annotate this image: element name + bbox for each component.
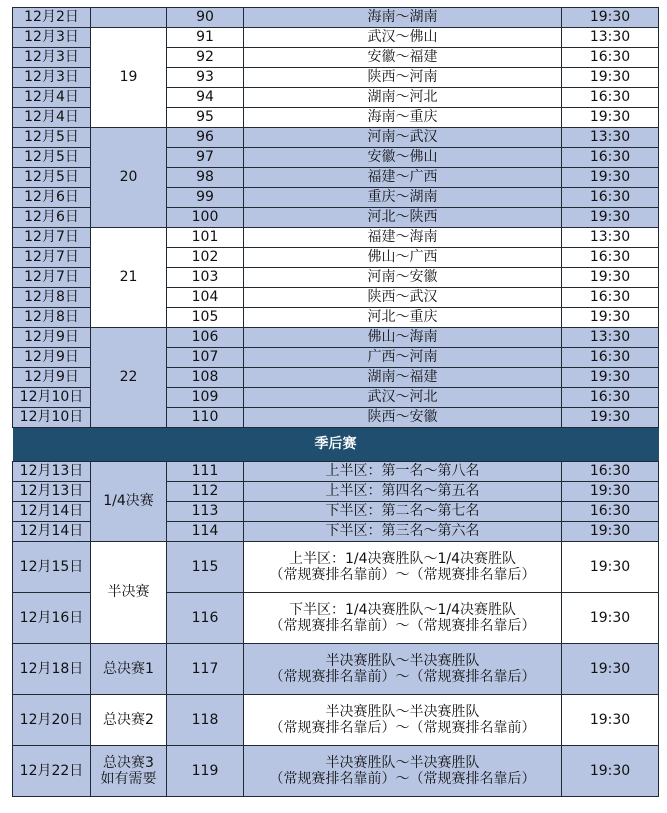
round-cell: 半决赛 <box>91 542 167 644</box>
date-cell: 12月4日 <box>13 108 91 128</box>
round-cell: 1/4决赛 <box>91 462 167 542</box>
round-cell: 20 <box>91 128 167 228</box>
teams-line-2: （常规赛排名靠后）～（常规赛排名靠前） <box>269 720 536 736</box>
match-no-cell: 108 <box>167 368 244 388</box>
time-cell: 16:30 <box>562 88 659 108</box>
date-cell: 12月6日 <box>13 188 91 208</box>
date-cell: 12月15日 <box>13 542 91 593</box>
date-cell: 12月13日 <box>13 462 91 482</box>
teams-cell <box>244 644 562 695</box>
teams-line-1: 半决赛胜队～半决赛胜队 <box>325 703 480 720</box>
date-cell: 12月10日 <box>13 408 91 428</box>
time-cell: 16:30 <box>562 348 659 368</box>
time-cell: 16:30 <box>562 462 659 482</box>
time-cell: 13:30 <box>562 228 659 248</box>
teams-cell: 陕西～武汉 <box>244 288 562 308</box>
match-no-cell: 114 <box>167 522 244 542</box>
time-cell: 13:30 <box>562 28 659 48</box>
table-row <box>13 228 659 248</box>
teams-cell: 上半区：第四名～第五名 <box>244 482 562 502</box>
date-cell: 12月9日 <box>13 348 91 368</box>
match-no-cell: 96 <box>167 128 244 148</box>
date-cell: 12月18日 <box>13 644 91 695</box>
match-no-cell: 107 <box>167 348 244 368</box>
table-row <box>13 746 659 797</box>
match-no-cell: 111 <box>167 462 244 482</box>
round-cell <box>91 8 167 28</box>
date-cell: 12月2日 <box>13 8 91 28</box>
round-line-2: 如有需要 <box>100 771 157 787</box>
match-no-cell: 102 <box>167 248 244 268</box>
time-cell: 19:30 <box>562 308 659 328</box>
teams-cell: 佛山～海南 <box>244 328 562 348</box>
time-cell: 19:30 <box>562 542 659 593</box>
date-cell: 12月4日 <box>13 88 91 108</box>
round-line-1: 总决赛3 <box>103 754 154 771</box>
round-cell <box>91 746 167 797</box>
match-no-cell: 90 <box>167 8 244 28</box>
match-no-cell: 101 <box>167 228 244 248</box>
teams-line-2: （常规赛排名靠前）～（常规赛排名靠后） <box>269 567 536 583</box>
teams-line-1: 上半区：1/4决赛胜队～1/4决赛胜队 <box>288 550 517 567</box>
teams-cell: 下半区：第二名～第七名 <box>244 502 562 522</box>
date-cell: 12月20日 <box>13 695 91 746</box>
match-no-cell: 93 <box>167 68 244 88</box>
time-cell: 19:30 <box>562 208 659 228</box>
time-cell: 19:30 <box>562 482 659 502</box>
table-row <box>13 644 659 695</box>
teams-line-1: 下半区：1/4决赛胜队～1/4决赛胜队 <box>288 601 517 618</box>
teams-cell: 陕西～安徽 <box>244 408 562 428</box>
match-no-cell: 110 <box>167 408 244 428</box>
teams-cell: 湖南～福建 <box>244 368 562 388</box>
date-cell: 12月14日 <box>13 502 91 522</box>
time-cell: 19:30 <box>562 8 659 28</box>
date-cell: 12月7日 <box>13 248 91 268</box>
time-cell: 19:30 <box>562 68 659 88</box>
match-no-cell: 113 <box>167 502 244 522</box>
date-cell: 12月14日 <box>13 522 91 542</box>
date-cell: 12月6日 <box>13 208 91 228</box>
table-row <box>13 8 659 28</box>
date-cell: 12月7日 <box>13 268 91 288</box>
teams-cell: 河北～陕西 <box>244 208 562 228</box>
time-cell: 16:30 <box>562 288 659 308</box>
time-cell: 16:30 <box>562 388 659 408</box>
match-no-cell: 104 <box>167 288 244 308</box>
schedule-table <box>12 7 659 797</box>
time-cell: 19:30 <box>562 268 659 288</box>
date-cell: 12月5日 <box>13 128 91 148</box>
date-cell: 12月3日 <box>13 28 91 48</box>
match-no-cell: 100 <box>167 208 244 228</box>
teams-cell: 广西～河南 <box>244 348 562 368</box>
match-no-cell: 117 <box>167 644 244 695</box>
match-no-cell: 106 <box>167 328 244 348</box>
teams-cell: 河北～重庆 <box>244 308 562 328</box>
match-no-cell: 94 <box>167 88 244 108</box>
date-cell: 12月8日 <box>13 288 91 308</box>
time-cell: 19:30 <box>562 746 659 797</box>
round-cell: 总决赛1 <box>91 644 167 695</box>
date-cell: 12月5日 <box>13 168 91 188</box>
match-no-cell: 112 <box>167 482 244 502</box>
time-cell: 13:30 <box>562 328 659 348</box>
time-cell: 16:30 <box>562 248 659 268</box>
time-cell: 16:30 <box>562 48 659 68</box>
table-row <box>13 328 659 348</box>
table-row <box>13 695 659 746</box>
date-cell: 12月3日 <box>13 68 91 88</box>
time-cell: 16:30 <box>562 148 659 168</box>
teams-cell: 海南～湖南 <box>244 8 562 28</box>
time-cell: 19:30 <box>562 695 659 746</box>
teams-cell: 陕西～河南 <box>244 68 562 88</box>
teams-cell: 安徽～福建 <box>244 48 562 68</box>
date-cell: 12月13日 <box>13 482 91 502</box>
date-cell: 12月16日 <box>13 593 91 644</box>
time-cell: 19:30 <box>562 593 659 644</box>
teams-cell <box>244 542 562 593</box>
match-no-cell: 95 <box>167 108 244 128</box>
date-cell: 12月10日 <box>13 388 91 408</box>
teams-cell: 福建～广西 <box>244 168 562 188</box>
table-row <box>13 542 659 593</box>
date-cell: 12月9日 <box>13 328 91 348</box>
match-no-cell: 119 <box>167 746 244 797</box>
teams-cell: 佛山～广西 <box>244 248 562 268</box>
time-cell: 19:30 <box>562 644 659 695</box>
time-cell: 16:30 <box>562 502 659 522</box>
match-no-cell: 116 <box>167 593 244 644</box>
teams-line-2: （常规赛排名靠前）～（常规赛排名靠后） <box>269 771 536 787</box>
time-cell: 19:30 <box>562 368 659 388</box>
teams-cell: 安徽～佛山 <box>244 148 562 168</box>
round-cell: 19 <box>91 28 167 128</box>
date-cell: 12月5日 <box>13 148 91 168</box>
teams-cell: 湖南～河北 <box>244 88 562 108</box>
teams-cell <box>244 695 562 746</box>
teams-cell: 河南～武汉 <box>244 128 562 148</box>
time-cell: 19:30 <box>562 108 659 128</box>
teams-cell: 上半区：第一名～第八名 <box>244 462 562 482</box>
teams-cell: 重庆～湖南 <box>244 188 562 208</box>
teams-cell: 武汉～佛山 <box>244 28 562 48</box>
round-cell: 总决赛2 <box>91 695 167 746</box>
date-cell: 12月8日 <box>13 308 91 328</box>
match-no-cell: 118 <box>167 695 244 746</box>
date-cell: 12月9日 <box>13 368 91 388</box>
time-cell: 13:30 <box>562 128 659 148</box>
match-no-cell: 99 <box>167 188 244 208</box>
time-cell: 19:30 <box>562 522 659 542</box>
match-no-cell: 91 <box>167 28 244 48</box>
teams-cell: 下半区：第三名～第六名 <box>244 522 562 542</box>
time-cell: 19:30 <box>562 168 659 188</box>
match-no-cell: 109 <box>167 388 244 408</box>
table-row <box>13 462 659 482</box>
match-no-cell: 115 <box>167 542 244 593</box>
round-cell: 22 <box>91 328 167 428</box>
teams-line-2: （常规赛排名靠前）～（常规赛排名靠后） <box>269 669 536 685</box>
time-cell: 19:30 <box>562 408 659 428</box>
table-row <box>13 28 659 48</box>
teams-cell <box>244 746 562 797</box>
section-title: 季后赛 <box>13 428 659 462</box>
section-header-row <box>13 428 659 462</box>
teams-cell: 河南～安徽 <box>244 268 562 288</box>
teams-cell <box>244 593 562 644</box>
date-cell: 12月22日 <box>13 746 91 797</box>
teams-line-1: 半决赛胜队～半决赛胜队 <box>325 652 480 669</box>
match-no-cell: 98 <box>167 168 244 188</box>
teams-cell: 福建～海南 <box>244 228 562 248</box>
match-no-cell: 105 <box>167 308 244 328</box>
match-no-cell: 97 <box>167 148 244 168</box>
match-no-cell: 92 <box>167 48 244 68</box>
time-cell: 16:30 <box>562 188 659 208</box>
match-no-cell: 103 <box>167 268 244 288</box>
date-cell: 12月3日 <box>13 48 91 68</box>
date-cell: 12月7日 <box>13 228 91 248</box>
table-row <box>13 128 659 148</box>
round-cell: 21 <box>91 228 167 328</box>
teams-line-2: （常规赛排名靠前）～（常规赛排名靠后） <box>269 618 536 634</box>
teams-line-1: 半决赛胜队～半决赛胜队 <box>325 754 480 771</box>
teams-cell: 海南～重庆 <box>244 108 562 128</box>
teams-cell: 武汉～河北 <box>244 388 562 408</box>
